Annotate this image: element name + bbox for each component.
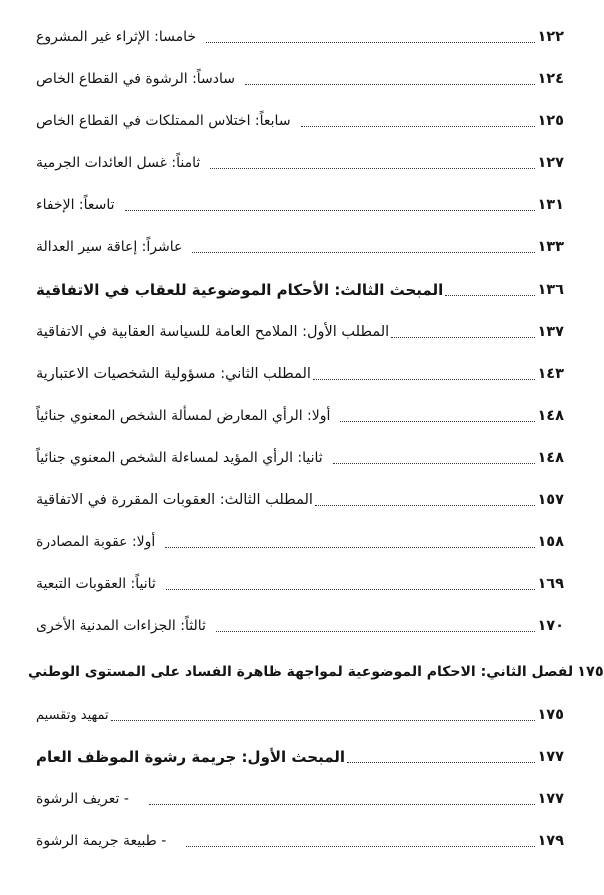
- toc-entry[interactable]: [36, 106, 564, 136]
- toc-entry-title: عاشراً: إعاقة سير العدالة: [36, 239, 183, 255]
- toc-entry-page: ١٤٣: [537, 366, 564, 382]
- toc-entry-subsection[interactable]: [36, 359, 564, 389]
- dot-leader: [210, 167, 535, 169]
- toc-entry-section[interactable]: [36, 742, 564, 772]
- toc-entry-title: تمهيد وتقسيم: [36, 707, 109, 723]
- toc-entry[interactable]: [36, 148, 564, 178]
- toc-entry-page: ١٧٩: [537, 833, 564, 849]
- dot-leader: [347, 761, 535, 763]
- toc-entry-title: - طبيعة جريمة الرشوة: [36, 833, 167, 849]
- toc-entry-subsection[interactable]: [36, 317, 564, 347]
- toc-entry-title: ثانياً: العقوبات التبعية: [36, 576, 156, 592]
- toc-entry-page: ١٥٨: [537, 534, 564, 550]
- toc-entry-page: ١٧٧: [537, 749, 564, 765]
- toc-entry-title: المطلب الثاني: مسؤولية الشخصيات الاعتبارية: [36, 366, 311, 382]
- dot-leader: [245, 83, 535, 85]
- toc-entry-page: ١٧٧: [537, 791, 564, 807]
- toc-entry-title: أولا: الرأي المعارض لمسألة الشخص المعنوي جنائياً: [36, 408, 331, 424]
- toc-entry-section[interactable]: [36, 275, 564, 305]
- toc-entry-subsection[interactable]: [36, 485, 564, 515]
- toc-entry-title: ثالثاً: الجزاءات المدنية الأخرى: [36, 618, 206, 634]
- toc-entry-title: - تعريف الرشوة: [36, 791, 129, 807]
- toc-entry-page: ١٤٨: [537, 408, 564, 424]
- dot-leader: [445, 294, 535, 296]
- dot-leader: [111, 719, 536, 721]
- toc-entry[interactable]: [36, 611, 564, 641]
- toc-entry[interactable]: [36, 826, 564, 856]
- toc-entry[interactable]: [36, 64, 564, 94]
- dot-leader: [206, 41, 535, 43]
- toc-entry-title: ثامناً: غسل العائدات الجرمية: [36, 155, 201, 171]
- toc-entry-page: ١٧٥: [577, 664, 604, 680]
- dot-leader: [301, 125, 536, 127]
- toc-entry-page: ١٧٥: [537, 707, 564, 723]
- toc-entry-chapter[interactable]: [28, 657, 604, 687]
- toc-entry-title: أولا: عقوبة المصادرة: [36, 534, 156, 550]
- toc-entry[interactable]: [36, 232, 564, 262]
- dot-leader: [186, 845, 535, 847]
- dot-leader: [391, 336, 535, 338]
- dot-leader: [333, 462, 536, 464]
- toc-entry-title: تاسعاً: الإخفاء: [36, 197, 115, 213]
- dot-leader: [340, 420, 535, 422]
- toc-entry-title: سادساً: الرشوة في القطاع الخاص: [36, 71, 236, 87]
- toc-entry-title: المطلب الأول: الملامح العامة للسياسة العقابية في الاتفاقية: [36, 324, 390, 340]
- toc-entry-page: ١٥٧: [537, 492, 564, 508]
- toc-entry-page: ١٣٦: [537, 282, 564, 298]
- toc-entry-title: المبحث الثالث: الأحكام الموضوعية للعقاب في الاتفاقية: [36, 281, 444, 299]
- toc-entry[interactable]: [36, 443, 564, 473]
- dot-leader: [125, 209, 536, 211]
- toc-entry-page: ١٣١: [537, 197, 564, 213]
- dot-leader: [165, 546, 535, 548]
- toc-entry[interactable]: [36, 527, 564, 557]
- dot-leader: [313, 378, 536, 380]
- toc-entry-title: المبحث الأول: جريمة رشوة الموظف العام: [36, 748, 346, 766]
- toc-entry-page: ١٢٤: [537, 71, 564, 87]
- toc-entry-title: سابعاً: اختلاس الممتلكات في القطاع الخاص: [36, 113, 291, 129]
- toc-entry-page: ١٣٣: [537, 239, 564, 255]
- toc-entry-page: ١٢٥: [537, 113, 564, 129]
- toc-entry-page: ١٧٠: [537, 618, 564, 634]
- toc-entry-page: ١٤٨: [537, 450, 564, 466]
- toc-entry[interactable]: [36, 569, 564, 599]
- toc-entry-page: ١٢٢: [537, 29, 564, 45]
- toc-entry-title: ثانيا: الرأي المؤيد لمساءلة الشخص المعنوي جنائياً: [36, 450, 323, 466]
- toc-entry-page: ١٢٧: [537, 155, 564, 171]
- toc-entry[interactable]: [36, 190, 564, 220]
- toc-entry[interactable]: [36, 700, 564, 730]
- toc-entry-page: ١٣٧: [537, 324, 564, 340]
- toc-entry[interactable]: [36, 784, 564, 814]
- dot-leader: [166, 588, 536, 590]
- dot-leader: [149, 803, 536, 805]
- dot-leader: [315, 504, 536, 506]
- toc-entry-title: المطلب الثالث: العقوبات المقررة في الاتفاقية: [36, 492, 313, 508]
- toc-entry-title: لفصل الثاني: الاحكام الموضوعية لمواجهة ظاهرة الفساد على المستوى الوطني: [28, 664, 574, 680]
- toc-entry[interactable]: [36, 401, 564, 431]
- toc-entry-title: خامسا: الإثراء غير المشروع: [36, 29, 197, 45]
- toc-entry-page: ١٦٩: [537, 576, 564, 592]
- dot-leader: [216, 630, 536, 632]
- toc-entry[interactable]: [36, 22, 564, 52]
- dot-leader: [192, 251, 535, 253]
